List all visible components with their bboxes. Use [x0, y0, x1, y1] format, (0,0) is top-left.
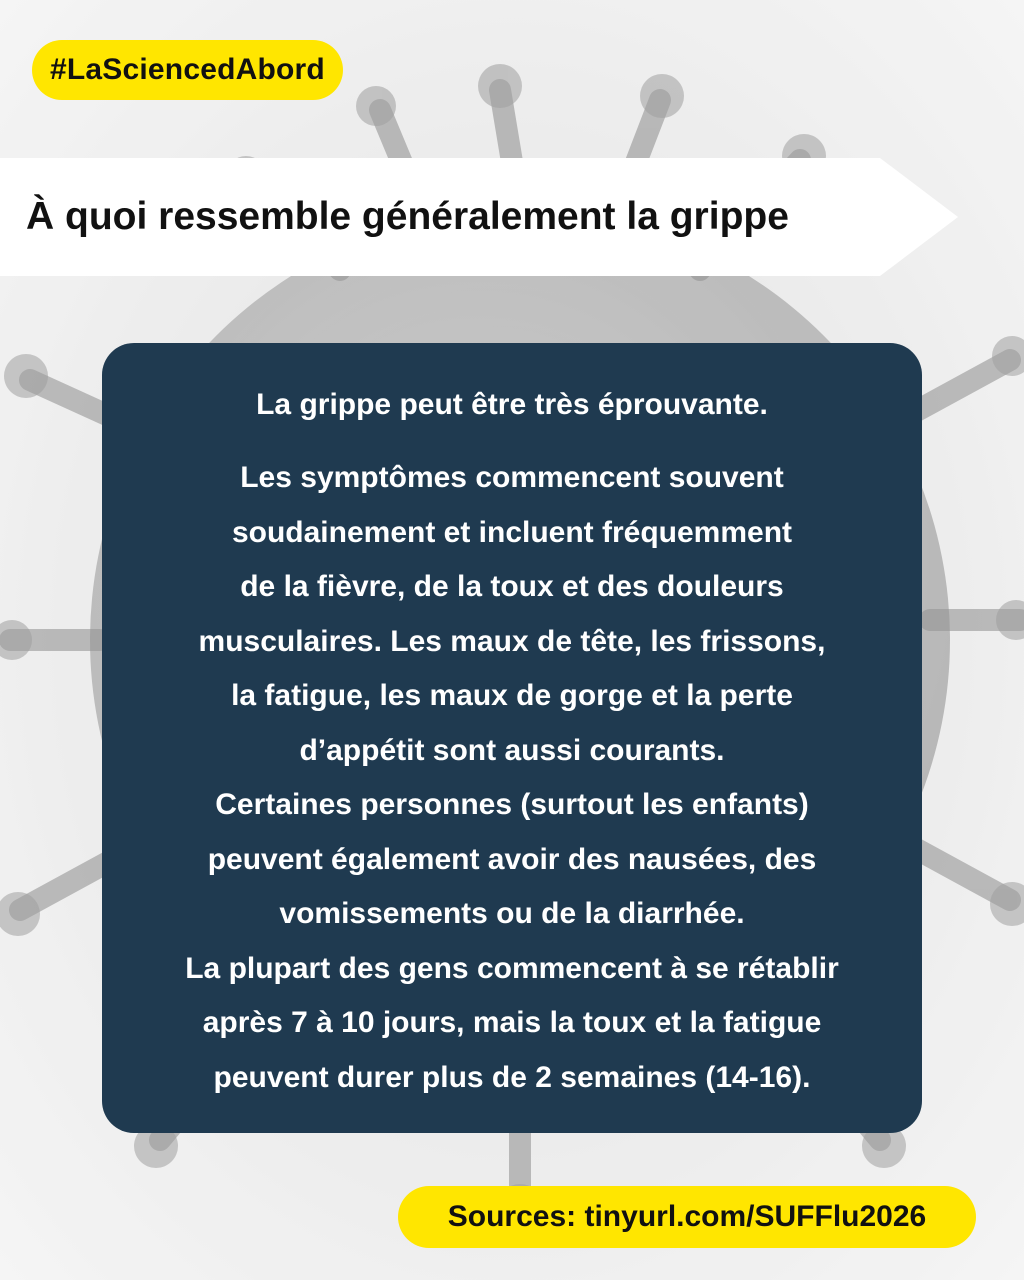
- card-body-line: vomissements ou de la diarrhée.: [279, 897, 745, 930]
- hashtag-badge: #LaSciencedAbord: [32, 40, 343, 100]
- card-body-line: Les symptômes commencent souvent: [240, 461, 784, 494]
- card-body-line: Certaines personnes (surtout les enfants): [215, 788, 809, 821]
- card-body-text: [102, 451, 922, 1105]
- card-body-line: soudainement et incluent fréquemment: [231, 515, 793, 549]
- card-lead-text: La grippe peut être très éprouvante.: [256, 388, 768, 421]
- card-body-line: musculaires. Les maux de tête, les frissons,: [198, 624, 826, 658]
- title-banner: [0, 158, 960, 276]
- page-title: À quoi ressemble généralement la grippe: [26, 195, 789, 238]
- card-body-line: de la fièvre, de la toux et des douleurs: [240, 570, 784, 603]
- info-card: [102, 343, 922, 1133]
- card-body-line: la fatigue, les maux de gorge et la perte: [231, 679, 793, 712]
- card-body-line: après 7 à 10 jours, mais la toux et la fatigue: [202, 1006, 822, 1039]
- card-body-line: peuvent également avoir des nausées, des: [207, 842, 817, 876]
- card-body-line: La plupart des gens commencent à se rétablir: [185, 951, 839, 985]
- sources-link-badge[interactable]: Sources: tinyurl.com/SUFFlu2026: [398, 1186, 976, 1248]
- card-body-line: d’appétit sont aussi courants.: [299, 733, 725, 767]
- card-body-line: peuvent durer plus de 2 semaines (14-16).: [213, 1060, 811, 1094]
